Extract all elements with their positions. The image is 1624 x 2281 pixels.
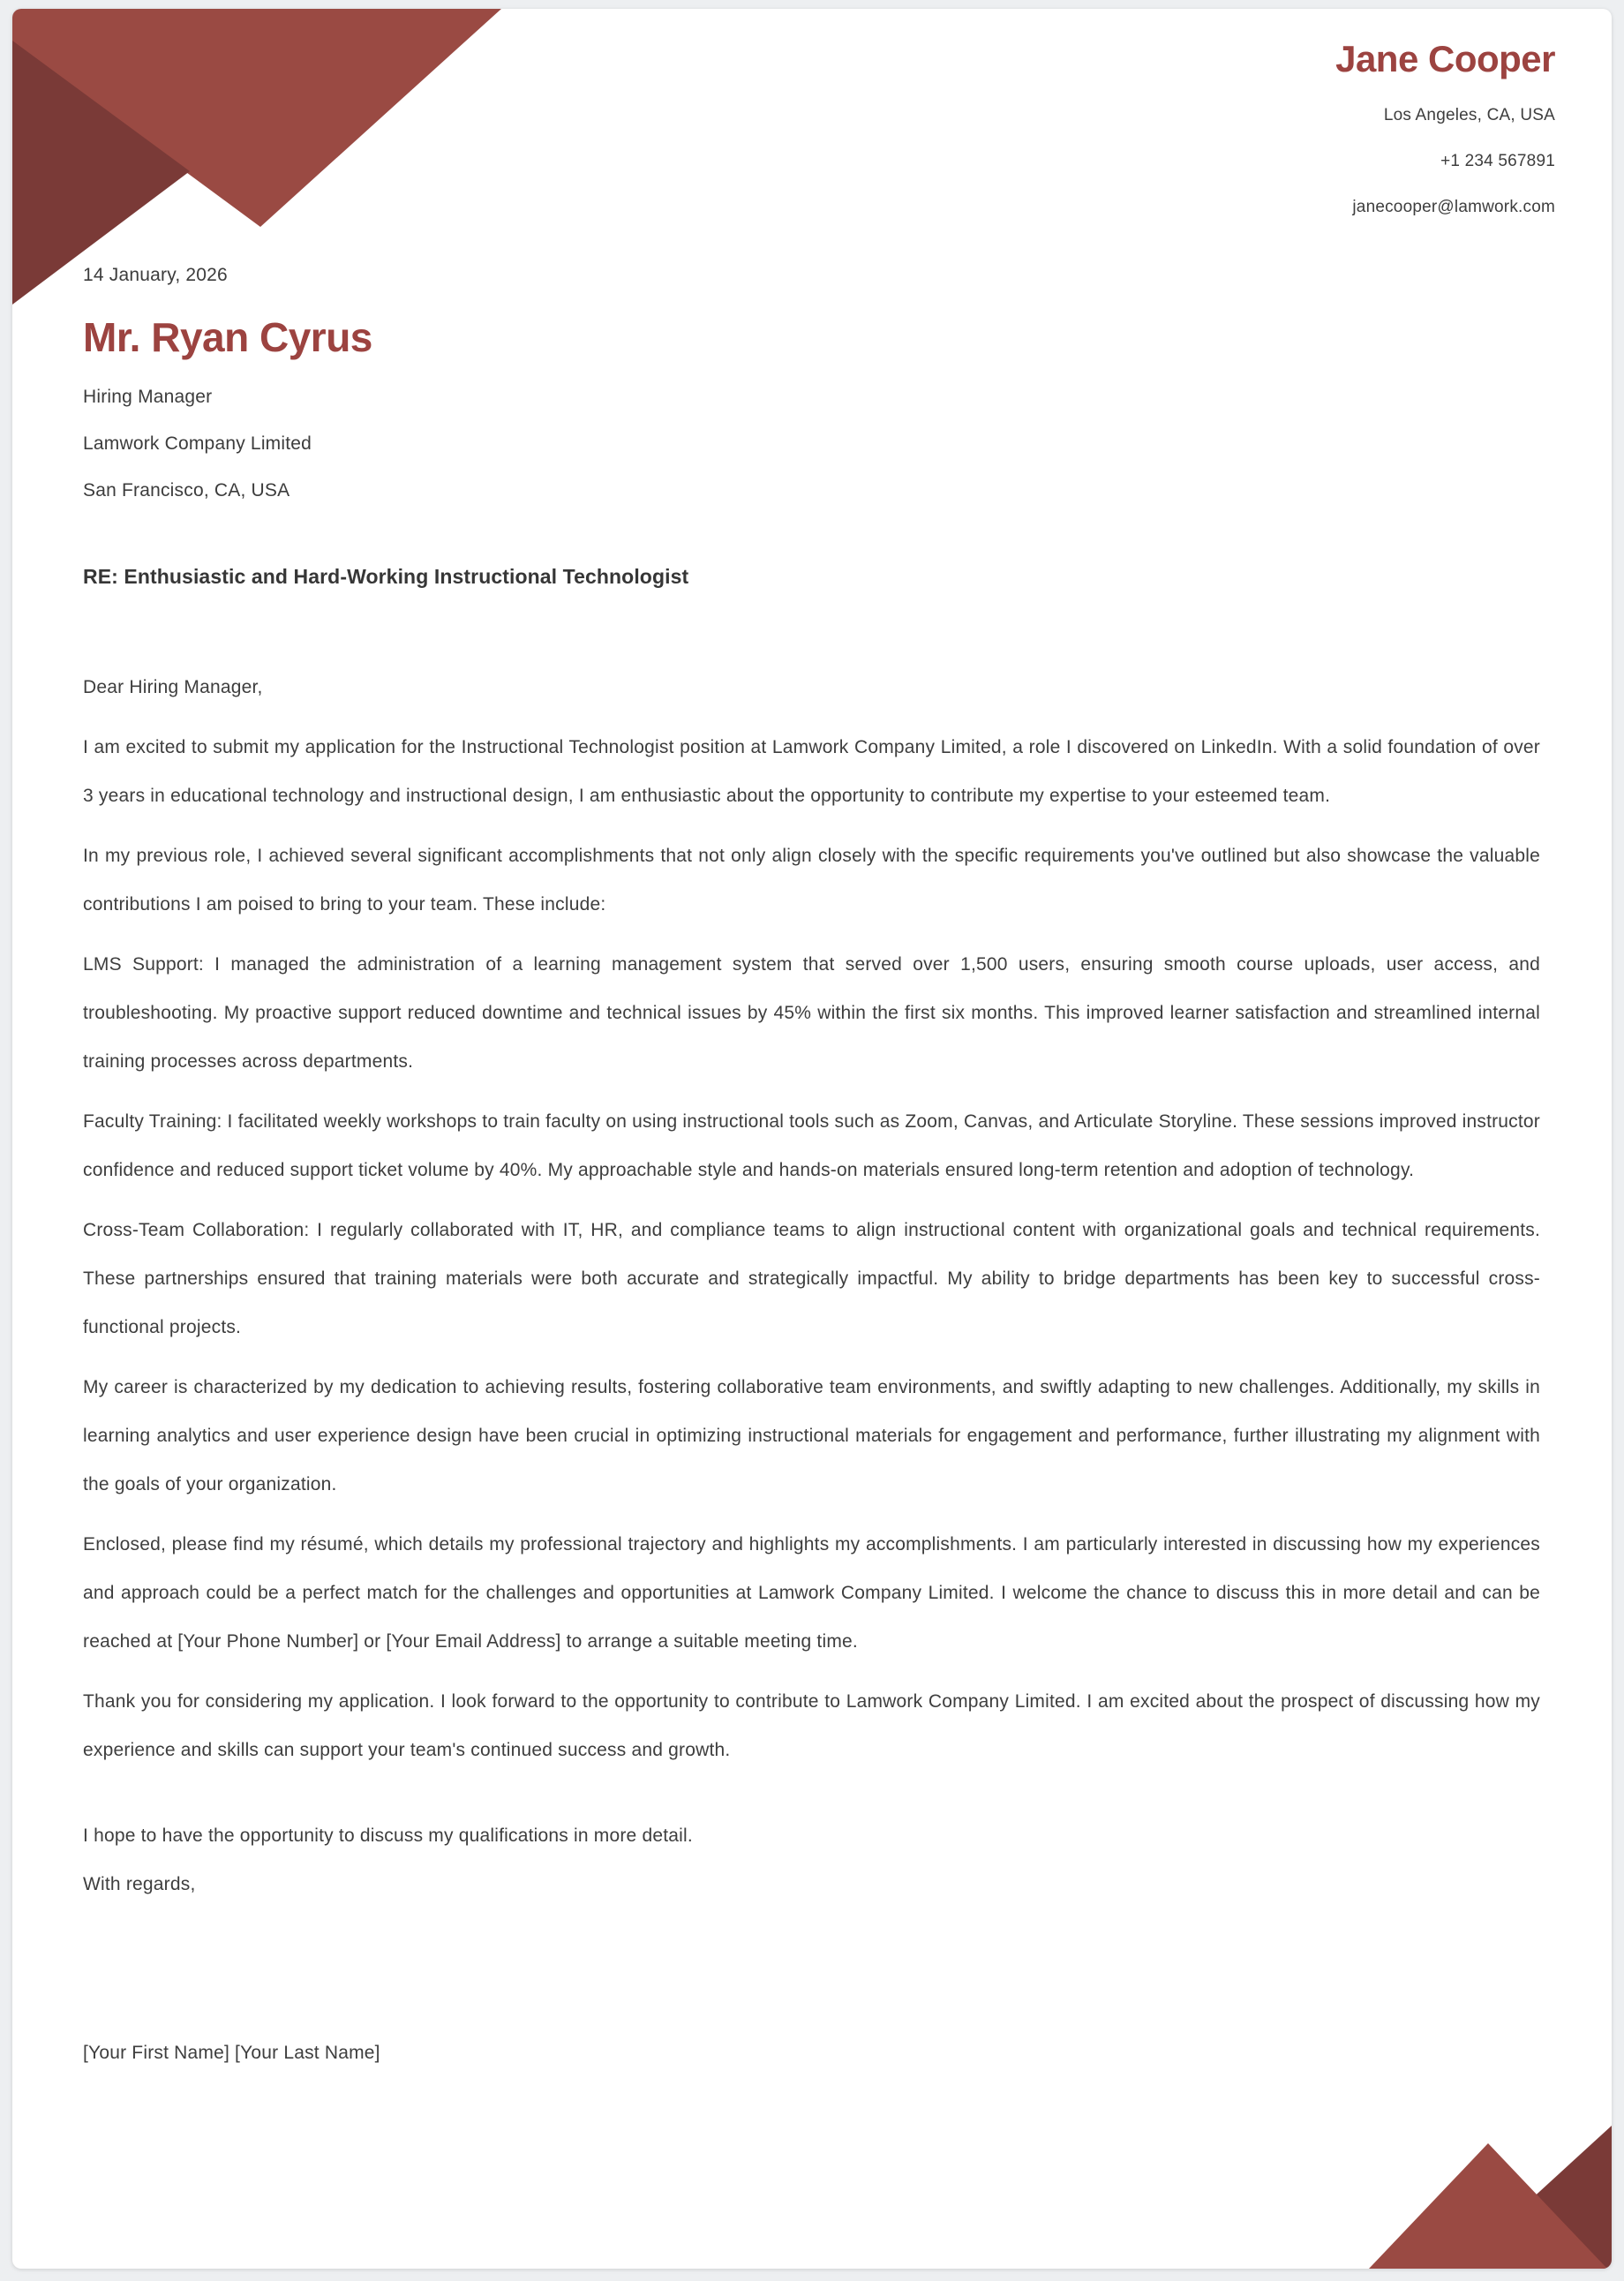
letter-paragraph: LMS Support: I managed the administration of a learning management system that served over 1,500 users, ensuring smooth course uploads, user access, and troubleshooting. My proactive support reduced downtime and technical issues by 45% within the first six months. This improved learner satisfaction and streamlined internal training processes across departments. [83, 953, 1540, 1072]
letter-paragraph: Thank you for considering my application. I look forward to the opportunity to contribute to Lamwork Company Limited. I am excited about the prospect of discussing how my experience and skills can support your team's continued success and growth. [83, 1690, 1540, 1760]
letter-body [83, 663, 1540, 1774]
valediction: With regards, [83, 1873, 196, 1894]
sender-phone: +1 234 567891 [1440, 152, 1555, 171]
closing-line: I hope to have the opportunity to discuss my qualifications in more detail. [83, 1825, 693, 1846]
letter-paragraph: My career is characterized by my dedication to achieving results, fostering collaborative team environments, and swiftly adapting to new challenges. Additionally, my skills in learning analytics and user experience design have been crucial in optimizing instructional materials for engagement and performance, further illustrating my alignment with the goals of your organization. [83, 1376, 1540, 1494]
letter-page [12, 9, 1612, 2269]
recipient-name: Mr. Ryan Cyrus [83, 314, 372, 360]
sender-name: Jane Cooper [1335, 38, 1555, 79]
recipient-title: Hiring Manager [83, 386, 213, 407]
salutation: Dear Hiring Manager, [83, 676, 263, 697]
letter-paragraph: I am excited to submit my application for the Instructional Technologist position at Lamwork Company Limited, a role I discovered on LinkedIn. With a solid foundation of over 3 years in educational technology and instructional design, I am enthusiastic about the opportunity to contribute my expertise to your esteemed team. [83, 736, 1540, 806]
recipient-company: Lamwork Company Limited [83, 433, 312, 454]
closing-block [83, 1811, 1540, 1908]
letter-paragraph: Cross-Team Collaboration: I regularly collaborated with IT, HR, and compliance teams to align instructional content with organizational goals and technical requirements. These partnerships ensured that training materials were both accurate and strategically impactful. My ability to bridge departments has been key to successful cross-functional projects. [83, 1219, 1540, 1337]
letter-content [12, 9, 1612, 2269]
sender-email: janecooper@lamwork.com [1352, 198, 1555, 217]
sender-location: Los Angeles, CA, USA [1383, 106, 1555, 125]
signature-placeholder: [Your First Name] [Your Last Name] [83, 2042, 380, 2063]
letter-paragraph: Faculty Training: I facilitated weekly workshops to train faculty on using instructional tools such as Zoom, Canvas, and Articulate Storyline. These sessions improved instructor confidence and reduced support ticket volume by 40%. My approachable style and hands-on materials ensured long-term retention and adoption of technology. [83, 1110, 1540, 1180]
recipient-location: San Francisco, CA, USA [83, 479, 290, 501]
letter-date: 14 January, 2026 [83, 265, 228, 285]
letter-paragraph: In my previous role, I achieved several significant accomplishments that not only align closely with the specific requirements you've outlined but also showcase the valuable contributions I am poised to bring to your team. These include: [83, 845, 1540, 915]
subject-line: RE: Enthusiastic and Hard-Working Instructional Technologist [83, 564, 689, 588]
letter-paragraph: Enclosed, please find my résumé, which details my professional trajectory and highlights my accomplishments. I am particularly interested in discussing how my experiences and approach could be a perfect match for the challenges and opportunities at Lamwork Company Limited. I welcome the chance to discuss this in more detail and can be reached at [Your Phone Number] or [Your Email Address] to arrange a suitable meeting time. [83, 1533, 1540, 1652]
